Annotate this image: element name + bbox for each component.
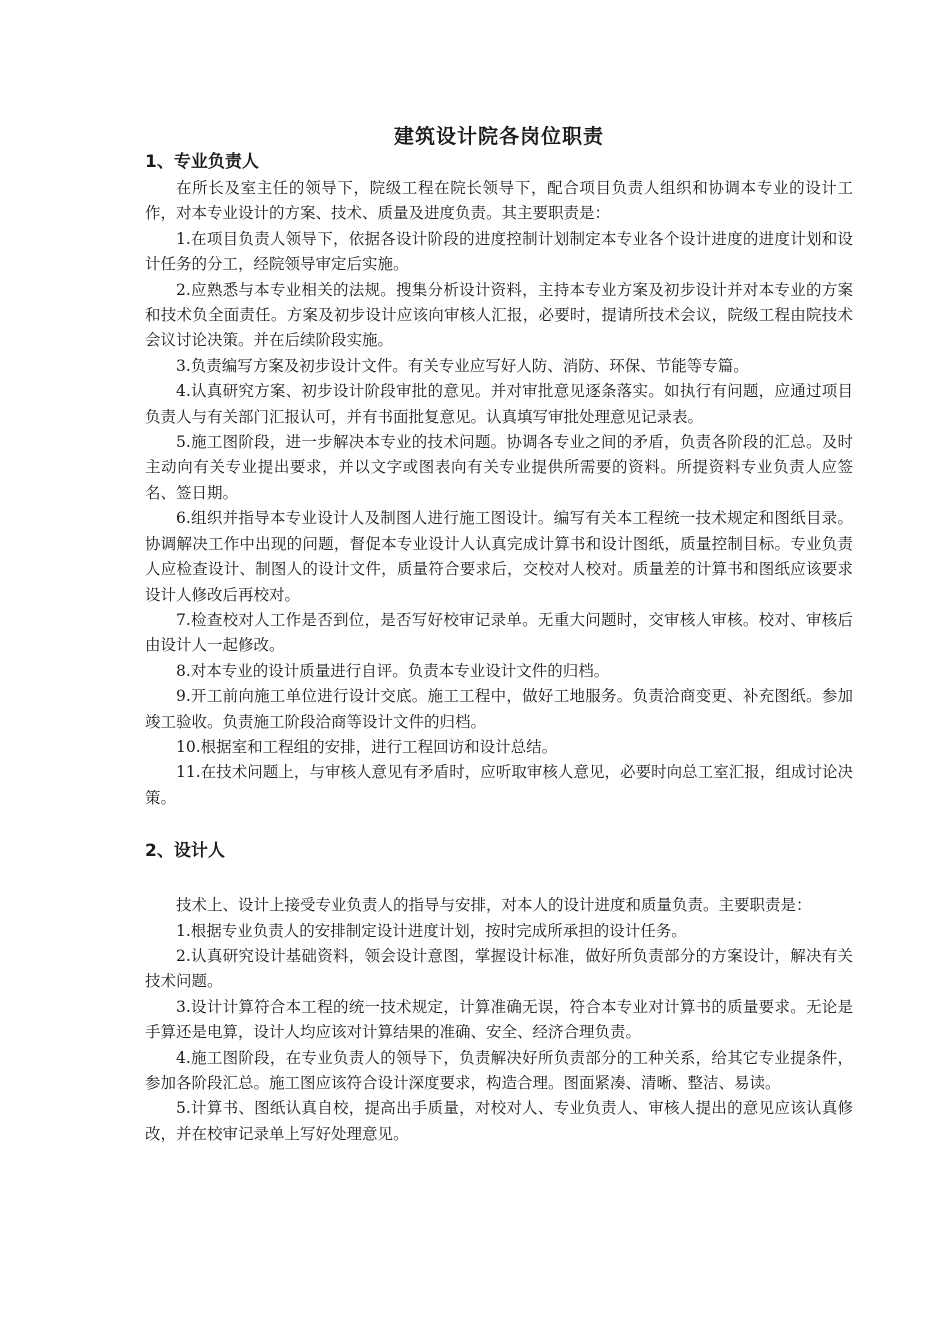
paragraph: 4.施工图阶段，在专业负责人的领导下，负责解决好所负责部分的工种关系，给其它专业提条件，参加各阶段汇总。施工图应该符合设计深度要求，构造合理。图面紧凑、清晰、整洁、易读。	[145, 1048, 853, 1092]
paragraph: 3.负责编写方案及初步设计文件。有关专业应写好人防、消防、环保、节能等专篇。	[176, 356, 749, 375]
paragraph: 7.检查校对人工作是否到位，是否写好校审记录单。无重大问题时，交审核人审核。校对、审核后由设计人一起修改。	[145, 610, 853, 655]
paragraph: 技术上、设计上接受专业负责人的指导与安排，对本人的设计进度和质量负责。主要职责是：	[176, 896, 812, 915]
section-gap	[145, 865, 853, 893]
paragraph: 9.开工前向施工单位进行设计交底。施工工程中，做好工地服务。负责洽商变更、补充图纸。参加竣工验收。负责施工阶段洽商等设计文件的归档。	[145, 687, 853, 731]
paragraph: 8.对本专业的设计质量进行自评。负责本专业设计文件的归档。	[176, 661, 610, 680]
document-title: 建筑设计院各岗位职责	[394, 124, 604, 148]
section-gap	[145, 811, 853, 837]
paragraph: 6.组织并指导本专业设计人及制图人进行施工图设计。编写有关本工程统一技术规定和图纸目录。协调解决工作中出现的问题，督促本专业设计人认真完成计算书和设计图纸，质量控制目标。专业负责人应检查设计、制图人的设计文件，质量符合要求后，交校对人校对。质量差的计算书和图纸应该要求设计人修改后再校对。	[145, 509, 853, 604]
paragraph: 在所长及室主任的领导下，院级工程在院长领导下，配合项目负责人组织和协调本专业的设计工作，对本专业设计的方案、技术、质量及进度负责。其主要职责是：	[145, 179, 853, 223]
paragraph: 5.施工图阶段，进一步解决本专业的技术问题。协调各专业之间的矛盾，负责各阶段的汇总。及时主动向有关专业提出要求，并以文字或图表向有关专业提供所需要的资料。所提资料专业负责人应签名、签日期。	[145, 433, 853, 502]
paragraph: 1.根据专业负责人的安排制定设计进度计划，按时完成所承担的设计任务。	[176, 921, 687, 940]
paragraph: 11.在技术问题上，与审核人意见有矛盾时，应听取审核人意见，必要时向总工室汇报，组成讨论决策。	[145, 763, 853, 807]
section-heading-1: 1、专业负责人	[145, 152, 259, 172]
paragraph: 2.应熟悉与本专业相关的法规。搜集分析设计资料，主持本专业方案及初步设计并对本专业的方案和技术负全面责任。方案及初步设计应该向审核人汇报，必要时，提请所技术会议，院级工程由院技术会议讨论决策。并在后续阶段实施。	[145, 280, 853, 350]
section-heading-2: 2、设计人	[145, 841, 225, 862]
document-page	[145, 120, 853, 1147]
paragraph: 2.认真研究设计基础资料，领会设计意图，掌握设计标准，做好所负责部分的方案设计，解决有关技术问题。	[145, 946, 853, 991]
paragraph: 1.在项目负责人领导下，依据各设计阶段的进度控制计划制定本专业各个设计进度的进度计划和设计任务的分工，经院领导审定后实施。	[145, 229, 853, 274]
paragraph: 4.认真研究方案、初步设计阶段审批的意见。并对审批意见逐条落实。如执行有问题，应通过项目负责人与有关部门汇报认可，并有书面批复意见。认真填写审批处理意见记录表。	[145, 382, 853, 426]
paragraph: 3.设计计算符合本工程的统一技术规定，计算准确无误，符合本专业对计算书的质量要求。无论是手算还是电算，设计人均应该对计算结果的准确、安全、经济合理负责。	[145, 997, 853, 1042]
paragraph: 10.根据室和工程组的安排，进行工程回访和设计总结。	[176, 737, 558, 756]
paragraph: 5.计算书、图纸认真自校，提高出手质量，对校对人、专业负责人、审核人提出的意见应该认真修改，并在校审记录单上写好处理意见。	[145, 1099, 853, 1143]
